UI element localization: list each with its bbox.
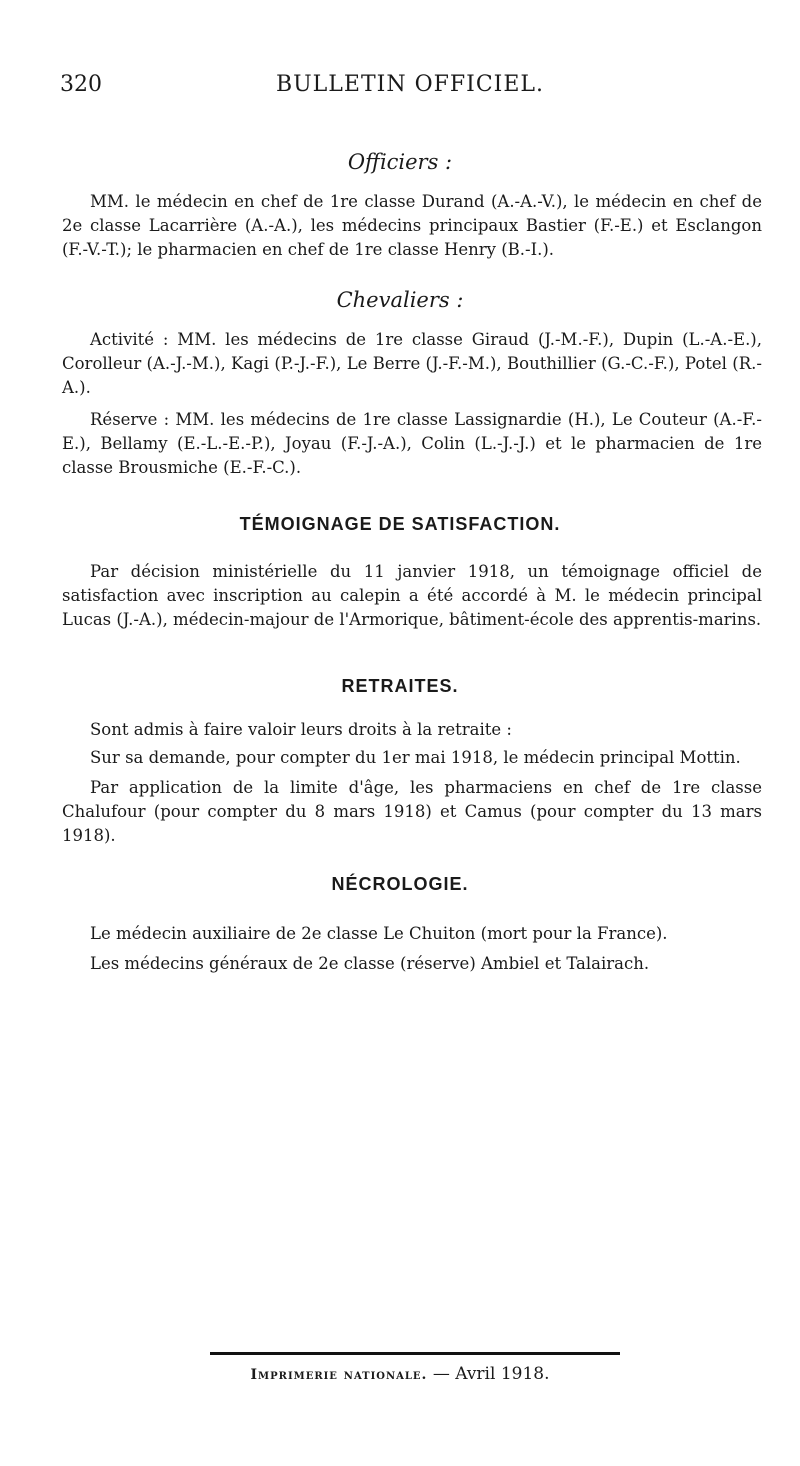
page-header [60, 72, 760, 112]
necrologie-line-1: Le médecin auxiliaire de 2e classe Le Chuiton (mort pour la France). [90, 924, 668, 943]
chevaliers-heading: Chevaliers : [336, 288, 464, 312]
temoignage-text: Par décision ministérielle du 11 janvier 1918, un témoignage officiel de satisfaction avec inscription au calepin a été accordé à M. le médecin principal Lucas (J.-A.), médecin-majour de l'Armorique, bâtiment-école des apprentis-marins. [62, 562, 762, 629]
retraites-heading: RETRAITES. [341, 676, 459, 696]
retraites-demande: Sur sa demande, pour compter du 1er mai 1918, le médecin principal Mottin. [90, 748, 741, 767]
page-number: 320 [60, 72, 102, 97]
print-date: — Avril 1918. [432, 1364, 550, 1384]
officiers-text: MM. le médecin en chef de 1re classe Durand (A.-A.-V.), le médecin en chef de 2e classe Lacarrière (A.-A.), les médecins principaux Bastier (F.-E.) et Esclangon (F.-V.-T.); le pharmacien en chef de 1re classe Henry (B.-I.). [62, 192, 762, 259]
officiers-heading: Officiers : [347, 150, 453, 174]
footer-rule [210, 1352, 620, 1355]
printer-name: Imprimerie nationale. [250, 1367, 428, 1383]
temoignage-heading: TÉMOIGNAGE DE SATISFACTION. [239, 514, 561, 534]
retraites-application: Par application de la limite d'âge, les pharmaciens en chef de 1re classe Chalufour (pour compter du 8 mars 1918) et Camus (pour compter du 13 mars 1918). [62, 778, 762, 845]
running-title: BULLETIN OFFICIEL. [275, 72, 545, 97]
chevaliers-activite: Activité : MM. les médecins de 1re classe Giraud (J.-M.-F.), Dupin (L.-A.-E.), Corolleur (A.-J.-M.), Kagi (P.-J.-F.), Le Berre (J.-F.-M.), Bouthillier (G.-C.-F.), Potel (R.-A.). [62, 330, 762, 397]
chevaliers-reserve: Réserve : MM. les médecins de 1re classe Lassignardie (H.), Le Couteur (A.-F.-E.), Bellamy (E.-L.-E.-P.), Joyau (F.-J.-A.), Colin (L.-J.-J.) et le pharmacien de 1re classe Brousmiche (E.-F.-C.). [62, 410, 762, 477]
retraites-intro: Sont admis à faire valoir leurs droits à la retraite : [90, 720, 512, 739]
printer-footer [0, 1364, 800, 1384]
necrologie-line-2: Les médecins généraux de 2e classe (réserve) Ambiel et Talairach. [90, 954, 650, 973]
necrologie-heading: NÉCROLOGIE. [331, 874, 469, 894]
